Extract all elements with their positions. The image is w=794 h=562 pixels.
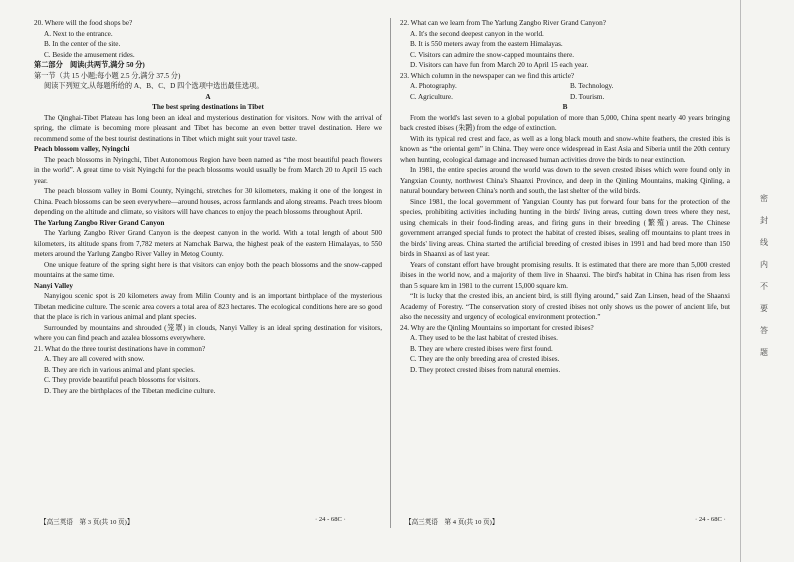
column-divider: [390, 18, 391, 528]
q24-option-a: A. They used to be the last habitat of crested ibises.: [410, 334, 558, 342]
paragraph-nyingchi-2: The peach blossom valley in Bomi County, Nyingchi, stretches for 30 kilometers, making it one of the longest in China. Peach blossoms can be seen everywhere—around houses, across farmlands and along streams. Peach trees bloom depending on the altitude and climate, so visitors will have chances to enjoy the peach blossoms throughout April.: [34, 187, 382, 216]
margin-char: 要: [760, 304, 768, 313]
passage-a-title: The best spring destinations in Tibet: [152, 103, 264, 111]
question-24: 24. Why are the Qinling Mountains so important for crested ibises?: [400, 323, 594, 332]
passage-b-paragraph-4: Since 1981, the local government of Yangxian County has put forward four bans for the protection of the species, prohibiting activities including hunting in the birds' living areas, cutting down trees where they nest, using chemicals in their food-finding areas, and firing guns in their breeding (繁殖) areas. The Chinese government arranged special funds to protect the habitat of crested ibises, sealing off mountains to plant trees in the birds' living areas. China started the artificial breeding of crested ibises in 1991 and had bred more than 150 birds in Shaanxi as of last year.: [400, 197, 730, 258]
q21-option-b: B. They are rich in various animal and plant species.: [44, 365, 195, 374]
question-22: 22. What can we learn from The Yarlung Zangbo River Grand Canyon?: [400, 19, 606, 27]
question-21: 21. What do the three tourist destinations have in common?: [34, 344, 206, 353]
paragraph-canyon-1: The Yarlung Zangbo River Grand Canyon is the deepest canyon in the world. With a total length of about 500 kilometers, its altitude spans from 7,782 meters at Namchak Barwa, the highest peak of the eastern Himalayas, to 550 meters around the Yarlung Zangbo River Valley in Metog County.: [34, 229, 382, 258]
question-23: 23. Which column in the newspaper can we find this article?: [400, 71, 575, 80]
paragraph-nanyi-2: Surrounded by mountains and shrouded (笼罩) in clouds, Nanyi Valley is an ideal spring destination for visitors, where you can find peach and azalea blossoms everywhere.: [34, 323, 382, 342]
q20-option-c: C. Beside the amusement rides.: [44, 50, 135, 59]
q23-options-row-1: [400, 81, 730, 92]
passage-a-letter: A: [205, 92, 211, 101]
margin-char: 内: [760, 260, 768, 269]
passage-b-paragraph-6: “It is lucky that the crested ibis, an ancient bird, is still flying around,” said Zan Linsen, head of the Shaanxi Academy of Forestry. “The conservation story of crested ibises not only shows us the power of ancient life, but also the necessity and urgency of ecological environment protection.”: [400, 292, 730, 321]
paragraph-nyingchi-1: The peach blossoms in Nyingchi, Tibet Autonomous Region have been named as “the most beautiful peach flowers in the world”. A great time to visit Nyingchi for the peach blossoms would usually be from March 20 to April 15 each year.: [34, 155, 382, 185]
part-two-heading: 第二部分 阅读(共两节,满分 50 分): [34, 61, 145, 69]
paragraph-nanyi-1: Nanyigou scenic spot is 20 kilometers away from Milin County and is an important birthplace of the mysterious Tibetan medicine culture. The scenic area covers a total area of 823 hectares. The ecological conditions here are so good that the place is rich in various animal and plant species.: [34, 292, 382, 321]
q21-option-c: C. They provide beautiful peach blossoms for visitors.: [44, 376, 201, 384]
binding-margin-line: [740, 0, 741, 562]
q22-option-c: C. Visitors can admire the snow-capped mountains there.: [410, 50, 575, 59]
q23-option-b: B. Technology.: [570, 82, 614, 90]
q22-option-b: B. It is 550 meters away from the eastern Himalayas.: [410, 40, 563, 48]
q20-option-b: B. In the center of the site.: [44, 40, 121, 48]
q22-option-d: D. Visitors can have fun from March 20 to April 15 each year.: [410, 61, 589, 69]
instruction-text: 阅读下列短文,从每题所给的 A、B、C、D 四个选项中选出最佳选项。: [44, 82, 264, 90]
q21-option-d: D. They are the birthplaces of the Tibetan medicine culture.: [44, 386, 216, 395]
q23-option-d: D. Tourism.: [570, 92, 605, 101]
footer-code-right: · 24 - 68C ·: [695, 516, 726, 523]
left-column: [34, 18, 382, 396]
margin-char: 封: [760, 216, 768, 225]
q21-option-a: A. They are all covered with snow.: [44, 355, 145, 363]
passage-b-paragraph-2: With its typical red crest and face, as well as a long black mouth and snow-white feathers, the crested ibis is known as “the oriental gem” in China. They were once widespread in East Asia and Siberia until the 20th century when hunting, ecological damage and increased human activities drove the birds to near extinction.: [400, 134, 730, 164]
footer-code-left: · 24 - 68C ·: [315, 516, 346, 523]
binding-margin-text: [758, 188, 770, 364]
passage-b-paragraph-5: Years of constant effort have brought promising results. It is estimated that there are more than 5,000 crested ibises in the world now, and a majority of them live in Shaanxi. The bird's habitat in China has risen from less than 5 square km in 1981 to the current 15,000 square km.: [400, 260, 730, 290]
heading-nanyi-valley: Nanyi Valley: [34, 281, 73, 290]
right-column: [400, 18, 730, 375]
passage-b-paragraph-1: From the world's last seven to a global population of more than 5,000, China spent nearly 40 years bringing back crested ibises (朱鹮) from the edge of extinction.: [400, 113, 730, 132]
heading-nyingchi: Peach blossom valley, Nyingchi: [34, 145, 130, 153]
passage-b-letter: B: [562, 103, 568, 111]
margin-char: 密: [760, 194, 768, 203]
q24-option-d: D. They protect crested ibises from natural enemies.: [410, 365, 561, 374]
q20-option-a: A. Next to the entrance.: [44, 29, 113, 38]
margin-char: 答: [760, 326, 768, 335]
question-20: 20. Where will the food shops be?: [34, 19, 133, 27]
paragraph-canyon-2: One unique feature of the spring sight here is that visitors can enjoy both the peach blossoms and the snow-capped mountains at the same time.: [34, 260, 382, 279]
margin-char: 不: [760, 282, 768, 291]
margin-char: 线: [760, 238, 768, 247]
footer-page-3: 【高三英语 第 3 页(共 10 页)】: [40, 519, 134, 526]
passage-a-intro: The Qinghai-Tibet Plateau has long been an ideal and mysterious destination for visitors. Now with the arrival of spring, the climate is becoming more pleasant and Tibet has become an even better travel destination. Here we recommend some of the best tourist destinations in Tibet which might suit your travel taste.: [34, 113, 382, 143]
passage-b-paragraph-3: In 1981, the entire species around the world was down to the seven crested ibises which were found only in Yangxian County, northwest China's Shaanxi Province, and deep in the Qinling Mountains, making Qinling, a natural boundary between China's north and south, the last shelter of the wild birds.: [400, 166, 730, 195]
section-one-heading: 第一节（共 15 小题;每小题 2.5 分,满分 37.5 分): [34, 71, 181, 80]
q22-option-a: A. It's the second deepest canyon in the world.: [410, 29, 544, 38]
footer-page-4: 【高三英语 第 4 页(共 10 页)】: [405, 519, 499, 526]
heading-grand-canyon: The Yarlung Zangbo River Grand Canyon: [34, 218, 165, 227]
q23-options-row-2: [400, 92, 730, 103]
margin-char: 题: [760, 348, 768, 357]
q23-option-a: A. Photography.: [410, 82, 457, 90]
q24-option-c: C. They are the only breeding area of crested ibises.: [410, 355, 560, 363]
q24-option-b: B. They are where crested ibises were first found.: [410, 344, 553, 353]
q23-option-c: C. Agriculture.: [410, 92, 453, 101]
